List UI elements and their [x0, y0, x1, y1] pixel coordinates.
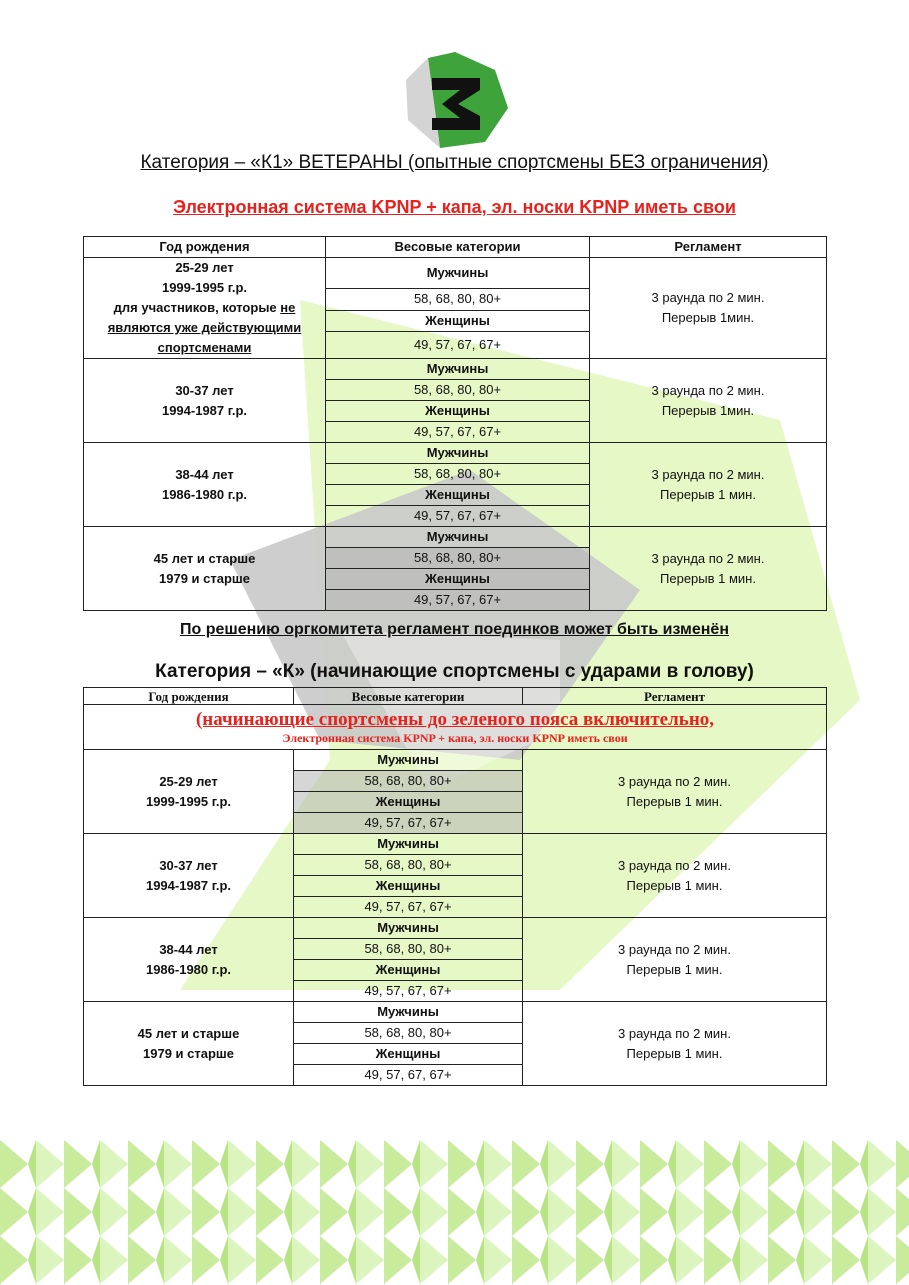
women-label: Женщины: [326, 401, 590, 422]
section-title-k: Категория – «К» (начинающие спортсмены с ударами в голову): [155, 661, 754, 682]
birth-years: 1986-1980 г.р.: [145, 961, 232, 977]
women-label: Женщины: [326, 310, 590, 332]
regulation-cell: [590, 443, 827, 527]
women-weights: 49, 57, 67, 67+: [326, 332, 590, 359]
regulation-cell: [523, 1002, 827, 1086]
birth-years: 1994-1987 г.р.: [145, 877, 232, 893]
women-label: Женщины: [294, 1044, 523, 1065]
header-regulation: Регламент: [590, 237, 827, 258]
regulation-cell: [590, 258, 827, 359]
rounds-text: 3 раунда по 2 мин.: [618, 857, 731, 873]
break-text: Перерыв 1 мин.: [626, 961, 723, 977]
page-title: Категория – «К1» ВЕТЕРАНЫ (опытные спортсмены БЕЗ ограничения): [140, 152, 769, 173]
women-label: Женщины: [294, 876, 523, 897]
table-row: [84, 443, 827, 464]
age-range: 38-44 лет: [175, 466, 234, 482]
break-text: Перерыв 1 мин.: [660, 570, 756, 586]
women-weights: 49, 57, 67, 67+: [294, 981, 523, 1002]
rounds-text: 3 раунда по 2 мин.: [651, 466, 765, 482]
men-weights: 58, 68, 80, 80+: [294, 1023, 523, 1044]
table-header-row: [84, 688, 827, 705]
age-cell: [84, 527, 326, 611]
birth-years: 1986-1980 г.р.: [161, 486, 248, 502]
rounds-text: 3 раунда по 2 мин.: [651, 550, 765, 566]
women-weights: 49, 57, 67, 67+: [326, 506, 590, 527]
table-row: [84, 527, 827, 548]
z-logo-icon: [400, 50, 510, 150]
break-text: Перерыв 1мин.: [661, 310, 755, 325]
men-weights: 58, 68, 80, 80+: [294, 939, 523, 960]
table-row: [84, 359, 827, 380]
age-range: 30-37 лет: [159, 857, 218, 873]
header-weight-categories: Весовые категории: [326, 237, 590, 258]
regulation-cell: [590, 527, 827, 611]
break-text: Перерыв 1 мин.: [660, 486, 756, 502]
men-weights: 58, 68, 80, 80+: [294, 771, 523, 792]
men-label: Мужчины: [294, 750, 523, 771]
regulation-cell: [523, 918, 827, 1002]
break-text: Перерыв 1мин.: [661, 402, 755, 418]
table-row: [84, 834, 827, 855]
birth-years: 1999-1995 г.р.: [161, 280, 248, 295]
header-birth-year: Год рождения: [84, 237, 326, 258]
system-subtitle: Электронная система KPNP + капа, эл. носки KPNP иметь свои: [173, 197, 736, 217]
men-label: Мужчины: [294, 918, 523, 939]
rounds-text: 3 раунда по 2 мин.: [651, 382, 765, 398]
break-text: Перерыв 1 мин.: [626, 793, 723, 809]
men-weights: 58, 68, 80, 80+: [294, 855, 523, 876]
banner-row: [84, 705, 827, 750]
beginner-system-note: Электронная система KPNP + капа, эл. носки KPNP иметь свои: [282, 731, 628, 745]
age-cell: [84, 359, 326, 443]
women-weights: 49, 57, 67, 67+: [326, 590, 590, 611]
regulation-cell: [590, 359, 827, 443]
women-label: Женщины: [326, 485, 590, 506]
eligibility-note: для участников, которые не являются уже действующими спортсменами: [107, 300, 302, 355]
age-cell: [84, 1002, 294, 1086]
age-cell: [84, 918, 294, 1002]
bottom-triangle-pattern: [0, 1140, 909, 1285]
women-label: Женщины: [294, 792, 523, 813]
beginners-table: [83, 687, 827, 1086]
men-weights: 58, 68, 80, 80+: [326, 289, 590, 311]
age-range: 30-37 лет: [175, 382, 234, 398]
rounds-text: 3 раунда по 2 мин.: [618, 941, 731, 957]
men-label: Мужчины: [326, 443, 590, 464]
rounds-text: 3 раунда по 2 мин.: [651, 290, 765, 305]
men-weights: 58, 68, 80, 80+: [326, 548, 590, 569]
table-header-row: [84, 237, 827, 258]
age-range: 45 лет и старше: [153, 550, 256, 566]
rounds-text: 3 раунда по 2 мин.: [618, 1025, 731, 1041]
birth-years: 1979 и старше: [159, 570, 250, 586]
banner-cell: [84, 705, 827, 750]
regulation-cell: [523, 834, 827, 918]
men-label: Мужчины: [326, 258, 590, 289]
age-range: 25-29 лет: [159, 773, 218, 789]
women-weights: 49, 57, 67, 67+: [294, 897, 523, 918]
age-cell: [84, 258, 326, 359]
birth-years: 1994-1987 г.р.: [161, 402, 248, 418]
table-row: [84, 1002, 827, 1023]
rounds-text: 3 раунда по 2 мин.: [618, 773, 731, 789]
header-regulation: Регламент: [523, 688, 827, 705]
organizing-committee-note: По решению оргкомитета регламент поединков может быть изменён: [179, 621, 729, 638]
break-text: Перерыв 1 мин.: [626, 877, 723, 893]
women-label: Женщины: [326, 569, 590, 590]
age-range: 45 лет и старше: [137, 1025, 240, 1041]
age-cell: [84, 834, 294, 918]
women-weights: 49, 57, 67, 67+: [294, 1065, 523, 1086]
header-birth-year: Год рождения: [84, 688, 294, 705]
age-cell: [84, 750, 294, 834]
men-label: Мужчины: [326, 359, 590, 380]
age-cell: [84, 443, 326, 527]
women-weights: 49, 57, 67, 67+: [294, 813, 523, 834]
table-row: [84, 750, 827, 771]
men-label: Мужчины: [294, 1002, 523, 1023]
men-weights: 58, 68, 80, 80+: [326, 380, 590, 401]
table-row: [84, 918, 827, 939]
break-text: Перерыв 1 мин.: [626, 1045, 723, 1061]
age-range: 38-44 лет: [159, 941, 218, 957]
veterans-table: [83, 236, 827, 611]
header-weight-categories: Весовые категории: [294, 688, 523, 705]
men-label: Мужчины: [326, 527, 590, 548]
birth-years: 1999-1995 г.р.: [145, 793, 232, 809]
birth-years: 1979 и старше: [143, 1045, 234, 1061]
age-range: 25-29 лет: [175, 260, 234, 275]
men-weights: 58, 68, 80, 80+: [326, 464, 590, 485]
regulation-cell: [523, 750, 827, 834]
women-label: Женщины: [294, 960, 523, 981]
men-label: Мужчины: [294, 834, 523, 855]
beginner-belt-note: (начинающие спортсмены до зеленого пояса включительно,: [195, 709, 715, 730]
table-row: [84, 258, 827, 289]
women-weights: 49, 57, 67, 67+: [326, 422, 590, 443]
